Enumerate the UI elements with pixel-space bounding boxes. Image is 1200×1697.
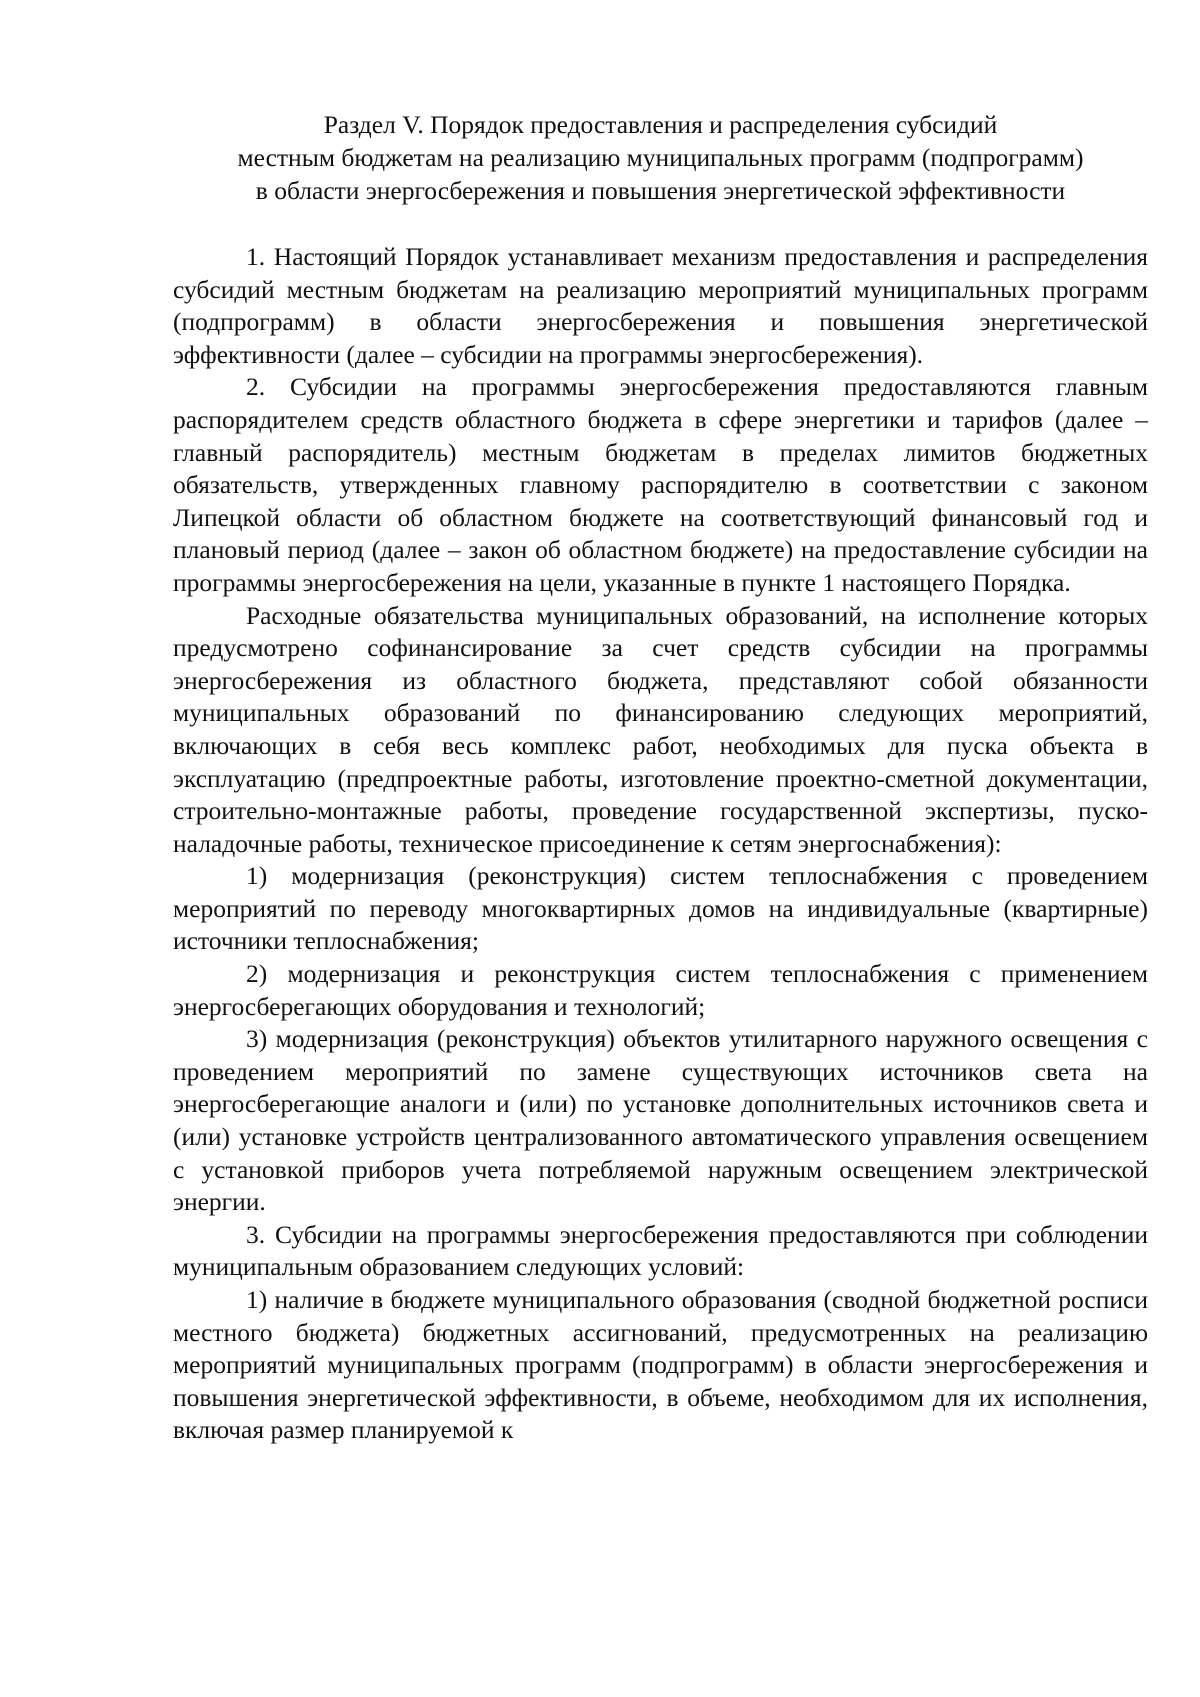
paragraph-1: 1. Настоящий Порядок устанавливает механизм предоставления и распределения субсидий местным бюджетам на реализацию мероприятий муниципальных программ (подпрограмм) в области энергосбережения и повышения энергетической эффективности (далее – субсидии на программы энергосбережения). [173, 242, 1148, 369]
paragraph-3: 3. Субсидии на программы энергосбережения предоставляются при соблюдении муниципальным образованием следующих условий: [173, 1219, 1148, 1282]
paragraph-expense-obligations: Расходные обязательства муниципальных образований, на исполнение которых предусмотрено софинансирование за счет средств субсидии на программы энергосбережения из областного бюджета, представляют собой обязанности муниципальных образований по финансированию следующих мероприятий, включающих в себя весь комплекс работ, необходимых для пуска объекта в эксплуатацию (предпроектные работы, изготовление проектно-сметной документации, строительно-монтажные работы, проведение государственной экспертизы, пуско-наладочные работы, техническое присоединение к сетям энергоснабжения): [173, 600, 1148, 858]
list-item-2: 2) модернизация и реконструкция систем теплоснабжения с применением энергосберегающих оборудования и технологий; [173, 959, 1148, 1021]
heading-line: в области энергосбережения и повышения энергетической эффективности [255, 176, 1066, 205]
heading-line: Раздел V. Порядок предоставления и распределения субсидий [323, 110, 998, 139]
paragraph-2: 2. Субсидии на программы энергосбережения предоставляются главным распорядителем средств областного бюджета в сфере энергетики и тарифов (далее – главный распорядитель) местным бюджетам в пределах лимитов бюджетных обязательств, утвержденных главному распорядителю в соответствии с законом Липецкой области об областном бюджете на соответствующий финансовый год и плановый период (далее – закон об областном бюджете) на предоставление субсидии на программы энергосбережения на цели, указанные в пункте 1 настоящего Порядка. [173, 372, 1148, 597]
list-item-1: 1) модернизация (реконструкция) систем теплоснабжения с проведением мероприятий по переводу многоквартирных домов на индивидуальные (квартирные) источники теплоснабжения; [173, 861, 1148, 956]
section-heading [173, 108, 1148, 207]
document-page [173, 108, 1148, 1447]
condition-item-1: 1) наличие в бюджете муниципального образования (сводной бюджетной росписи местного бюджета) бюджетных ассигнований, предусмотренных на реализацию мероприятий муниципальных программ (подпрограмм) в области энергосбережения и повышения энергетической эффективности, в объеме, необходимом для их исполнения, включая размер планируемой к [173, 1285, 1148, 1445]
heading-line: местным бюджетам на реализацию муниципальных программ (подпрограмм) [237, 143, 1084, 172]
document-body [173, 241, 1148, 1447]
list-item-3: 3) модернизация (реконструкция) объектов утилитарного наружного освещения с проведением мероприятий по замене существующих источников света на энергосберегающие аналоги и (или) по установке дополнительных источников света и (или) установке устройств централизованного автоматического управления освещением с установкой приборов учета потребляемой наружным освещением электрической энергии. [173, 1024, 1148, 1217]
